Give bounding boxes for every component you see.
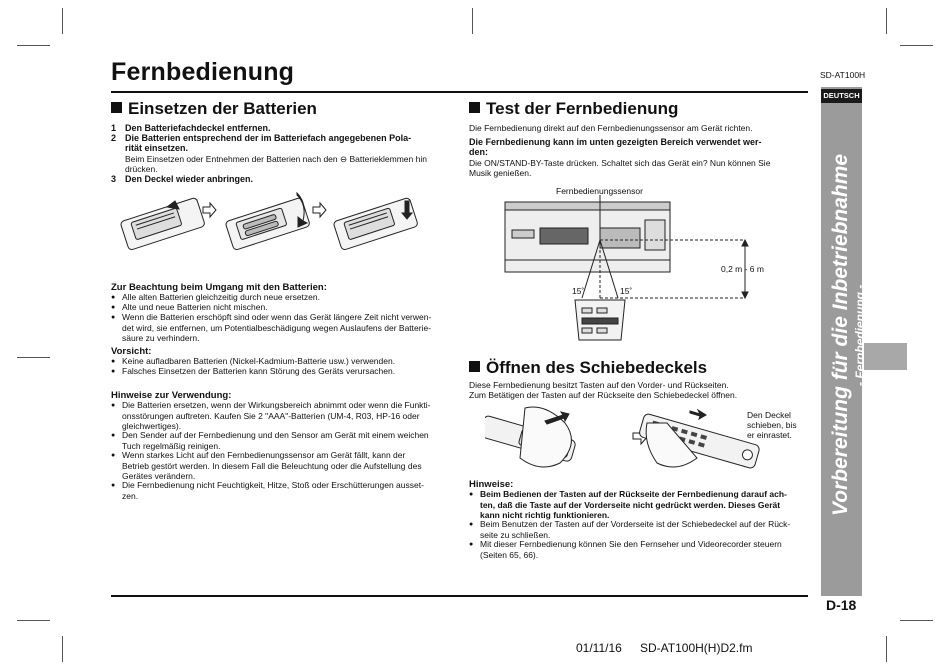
header-rule [111,91,808,93]
language-tab: DEUTSCH [821,89,862,103]
page-title: Fernbedienung [111,58,295,86]
crop-mark [62,636,63,662]
crop-mark [900,45,933,46]
sidebar-subtitle: - Fernbedienung - [853,284,867,386]
caution-heading: Vorsicht: [111,346,152,357]
usage-note: ● Die Fernbedienung nicht Feuchtigkeit, Hitze, Stoß oder Erschütterungen ausset- [111,481,424,491]
usage-note-cont: onsstörungen auftreten. Kaufen Sie 2 "AAA"-Batterien (UM-4, R03, HP-16 oder [122,411,420,421]
crop-mark [886,636,887,662]
crop-mark [886,8,887,34]
test-instructions: Die ON/STAND-BY-Taste drücken. Schaltet sich das Gerät ein? Nun können Sie [469,158,771,168]
section-title-slide-cover: Öffnen des Schiebedeckels [469,358,707,378]
hint-item-cont: ten, daß die Taste auf der Vorderseite nicht gedrückt werden. Dieses Gerät [480,500,781,510]
sidebar-title: Vorbereitung für die Inbetriebnahme [829,153,852,516]
footer-filename: SD-AT100H(H)D2.fm [640,641,753,655]
hint-item-cont: (Seiten 65, 66). [480,550,539,560]
slide-note-cont: schieben, bis [747,420,797,430]
square-bullet-icon [111,102,122,113]
caution-item: ● Falsches Einsetzen der Batterien kann Störung des Geräts verursachen. [111,367,395,377]
battery-care-heading: Zur Beachtung beim Umgang mit den Batterien: [111,282,327,293]
usage-note-cont: zen. [122,491,139,501]
step-2-note-cont: drücken. [125,164,158,174]
usage-note-cont: Tuch regelmäßig reinigen. [122,441,221,451]
square-bullet-icon [469,102,480,113]
crop-mark [472,8,473,34]
usage-note-cont: Gerätes verändern. [122,471,196,481]
usage-notes-heading: Hinweise zur Verwendung: [111,390,232,401]
hints-heading: Hinweise: [469,479,514,490]
battery-care-item: ● Alle alten Batterien gleichzeitig durch neue ersetzen. [111,293,320,303]
hint-item: ● Beim Benutzen der Tasten auf der Vorderseite ist der Schiebedeckel auf der Rück- [469,520,790,530]
model-number: SD-AT100H [820,70,866,80]
test-intro: Die Fernbedienung direkt auf den Fernbedienungssensor am Gerät richten. [469,123,753,133]
battery-care-item: ● Alte und neue Batterien nicht mischen. [111,303,268,313]
test-instructions-cont: Musik genießen. [469,168,532,178]
battery-insertion-illustration [115,187,445,277]
sensor-label: Fernbedienungssensor [556,186,643,196]
crop-mark [17,45,50,46]
sidebar-vertical-title [793,153,883,596]
page-number: D-18 [826,597,857,613]
usage-note: ● Den Sender auf der Fernbedienung und den Sensor am Gerät mit einem weichen [111,431,429,441]
section-title-batteries: Einsetzen der Batterien [111,99,317,119]
slide-cover-text-cont: Zum Betätigen der Tasten auf der Rückseite den Schiebedeckel öffnen. [469,390,738,400]
hint-item-cont: seite zu schließen. [480,530,551,540]
crop-mark [62,8,63,34]
hint-item: ● Beim Bedienen der Tasten auf der Rückseite der Fernbedienung darauf ach- [469,490,787,500]
step-2-note: Beim Einsetzen oder Entnehmen der Batterien nach den ⊖ Batterieklemmen hin [125,154,427,164]
range-distance-label: 0,2 m - 6 m [721,264,764,274]
crop-mark [17,620,50,621]
square-bullet-icon [469,361,480,372]
test-range-note-cont: den: [469,147,488,157]
slide-cover-illustration [485,403,775,478]
usage-note-cont: Betrieb gestört werden. In diesem Fall die Beleuchtung oder die Aufstellung des [122,461,422,471]
battery-care-item: ● Wenn die Batterien erschöpft sind oder wenn das Gerät längere Zeit nicht verwen- [111,313,431,323]
crop-mark [900,620,933,621]
test-range-note: Die Fernbedienung kann im unten gezeigten Bereich verwendet wer- [469,137,762,147]
caution-item: ● Keine aufladbaren Batterien (Nickel-Kadmium-Batterie usw.) verwenden. [111,357,395,367]
usage-note-cont: gleichwertiges). [122,421,182,431]
slide-note-cont: er einrastet. [747,430,792,440]
footer-rule [111,595,808,597]
angle-left-label: 15˚ [572,286,585,296]
usage-note: ● Die Batterien ersetzen, wenn der Wirkungsbereich abnimmt oder wenn die Funkti- [111,401,431,411]
battery-care-item-cont: säure zu verhindern. [122,333,200,343]
footer-date: 01/11/16 [576,641,622,655]
crop-mark [17,357,50,358]
battery-care-item-cont: det wird, sie entfernen, um Potentialbeschädigung wegen Auslaufens der Batterie- [122,323,432,333]
slide-note: Den Deckel [747,410,791,420]
section-title-remote-test: Test der Fernbedienung [469,99,678,119]
angle-right-label: 15˚ [620,286,633,296]
hint-item: ● Mit dieser Fernbedienung können Sie den Fernseher und Videorecorder steuern [469,540,782,550]
slide-cover-text: Diese Fernbedienung besitzt Tasten auf den Vorder- und Rückseiten. [469,380,729,390]
usage-note: ● Wenn starkes Licht auf den Fernbedienungssensor am Gerät fällt, kann der [111,451,405,461]
hint-item-cont: kann nicht richtig funktionieren. [480,510,610,520]
